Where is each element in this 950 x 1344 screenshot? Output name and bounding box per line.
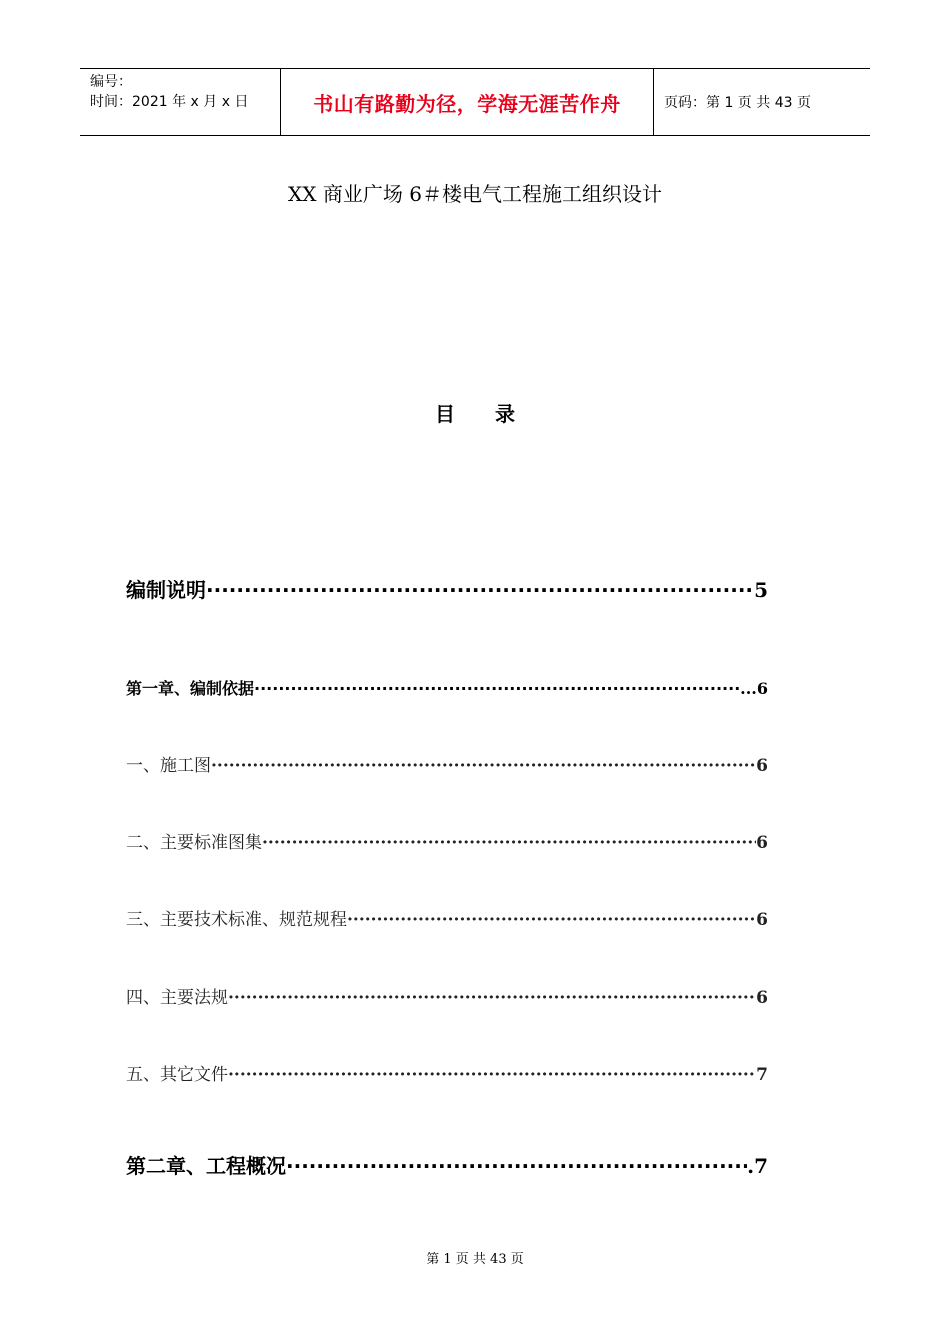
page-footer: 第 1 页 共 43 页 — [426, 1252, 524, 1267]
toc-entry[interactable] — [126, 676, 768, 699]
toc-entry[interactable] — [126, 751, 768, 776]
header-meta-cell — [80, 69, 281, 135]
toc-entry[interactable] — [126, 905, 768, 930]
header-page-cell — [654, 69, 870, 135]
toc-leader-dots — [228, 988, 756, 1008]
page-header — [80, 68, 870, 136]
toc-entry-page: ...6 — [740, 679, 768, 698]
document-title: XX 商业广场 6＃楼电气工程施工组织设计 — [288, 182, 662, 206]
toc-leader-dots — [286, 1154, 747, 1178]
toc-entry-page: .7 — [747, 1154, 768, 1178]
toc-entry-label: 五、其它文件 — [126, 1065, 228, 1085]
toc-entry[interactable] — [126, 983, 768, 1008]
toc-leader-dots — [254, 679, 740, 698]
toc-leader-dots — [228, 1065, 756, 1085]
header-motto-cell — [281, 69, 654, 135]
toc-entry-label: 三、主要技术标准、规范规程 — [126, 910, 347, 930]
toc-entry-label: 四、主要法规 — [126, 988, 228, 1008]
toc-entry-page: 6 — [756, 988, 768, 1008]
toc-entry-label: 一、施工图 — [126, 756, 211, 776]
toc-leader-dots — [211, 756, 756, 776]
toc-heading — [0, 398, 950, 427]
toc-entry-label: 第一章、编制依据 — [126, 679, 255, 698]
toc-heading-right: 录 — [495, 402, 515, 426]
date-text: 时间：2021 年 x 月 x 日 — [90, 94, 249, 110]
toc-entry-label: 第二章、工程概况 — [126, 1154, 286, 1178]
toc-entry[interactable] — [126, 1060, 768, 1085]
toc-entry[interactable] — [126, 828, 768, 853]
toc-heading-left: 目 — [435, 402, 455, 426]
toc-entry-label: 编制说明 — [126, 578, 206, 602]
toc-entry-page: 6 — [756, 833, 768, 853]
toc-leader-dots — [206, 578, 754, 602]
number-label: 编号： — [90, 74, 132, 90]
toc-leader-dots — [262, 833, 756, 853]
toc-entry[interactable] — [126, 574, 768, 603]
toc-entry[interactable] — [126, 1150, 768, 1179]
toc-leader-dots — [347, 910, 756, 930]
toc-entry-label: 二、主要标准图集 — [126, 833, 262, 853]
motto-text: 书山有路勤为径，学海无涯苦作舟 — [313, 91, 621, 116]
toc-entry-page: 6 — [756, 756, 768, 776]
header-page-info: 页码：第 1 页 共 43 页 — [664, 95, 811, 111]
toc-entry-page: 7 — [756, 1065, 768, 1085]
toc-entry-page: 6 — [756, 910, 768, 930]
toc-entry-page: 5 — [754, 578, 768, 602]
